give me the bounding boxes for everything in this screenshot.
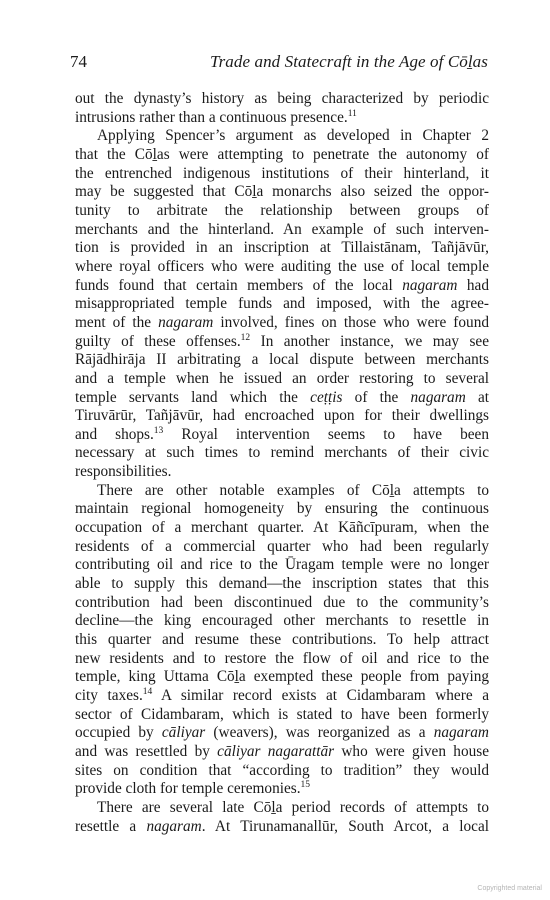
text-line (75, 426, 489, 445)
text-line (75, 780, 489, 799)
text-line (75, 277, 489, 296)
text-line: and a temple when he issued an order restoring to several (75, 369, 489, 387)
italic-term: ceṭṭis (310, 388, 343, 406)
text-line: decline—the king encouraged other merchants to resettle in (75, 612, 489, 630)
text-line: temple, king Uttama Cōḻa exempted these people from paying (75, 668, 489, 686)
text-line: that the Cōḻas were attempting to penetrate the autonomy of (75, 145, 489, 163)
italic-term: nagaram (433, 724, 489, 742)
text-span: A similar record exists at Cidambaram where a (152, 687, 489, 704)
text-line (75, 314, 489, 333)
text-line (75, 724, 489, 743)
italic-term: cāliyar (161, 724, 206, 742)
text-line: occupation of a merchant quarter. At Kāñcīpuram, when the (75, 519, 489, 537)
copyright-watermark: Copyrighted material (477, 885, 542, 892)
text-span: involved, fines on those who were found (213, 313, 489, 331)
text-line (75, 818, 489, 837)
text-span: . At Tirunamanallūr, South Arcot, a local (201, 817, 489, 835)
text-line: There are other notable examples of Cōḻa attempts to (97, 481, 489, 499)
running-header (70, 52, 488, 80)
text-span: and shops. (75, 425, 154, 443)
text-line: necessary at such times to remind merchants of their civic (75, 444, 489, 462)
text-line: contribution had been discontinued due to the community’s (75, 593, 489, 611)
text-line: misappropriated temple funds and imposed, with the agree- (75, 295, 489, 313)
text-line: Tiruvārūr, Tañjāvūr, had encroached upon for their dwellings (75, 407, 489, 425)
text-line (75, 389, 489, 408)
paragraph-1 (75, 90, 489, 127)
paragraph-3 (75, 482, 489, 799)
text-line: sites on condition that “according to tradition” they would (75, 761, 489, 779)
text-line: able to supply this demand—the inscription states that this (75, 575, 489, 593)
footnote-marker: 11 (347, 108, 357, 119)
running-title: Trade and Statecraft in the Age of Cōḻas (209, 52, 488, 71)
text-span: had (457, 276, 489, 294)
text-line: Rājādhirāja II arbitrating a local dispute between merchants (75, 351, 489, 369)
text-line (75, 109, 489, 128)
footnote-marker: 15 (300, 780, 311, 791)
text-line: sector of Cidambaram, which is stated to have been formerly (75, 705, 489, 723)
body-text (75, 90, 489, 836)
italic-term: cāliyar nagarattār (217, 742, 335, 760)
paragraph-4 (75, 799, 489, 836)
text-span: ment of the (75, 313, 159, 331)
footnote-marker: 12 (240, 332, 251, 343)
text-span: funds found that certain members of the local (75, 276, 403, 294)
text-line (75, 743, 489, 762)
italic-term: nagaram (146, 817, 202, 835)
text-span: temple servants land which the (75, 388, 311, 406)
text-span: occupied by (75, 724, 162, 742)
italic-term: nagaram (410, 388, 466, 406)
text-span: city taxes. (75, 687, 143, 704)
text-line: new residents and to restore the flow of oil and rice to the (75, 649, 489, 667)
text-line (75, 687, 489, 706)
italic-term: nagaram (158, 313, 214, 331)
text-span: of the (342, 388, 411, 406)
text-line: residents of a commercial quarter who had been regularly (75, 537, 489, 555)
page-number: 74 (70, 52, 87, 71)
text-line: the entrenched indigenous institutions of their hinterland, it (75, 164, 489, 182)
text-line: merchants and the hinterland. An example of such interven- (75, 220, 489, 238)
text-line: Applying Spencer’s argument as developed in Chapter 2 (97, 127, 489, 145)
text-line: tion is provided in an inscription at Tillaistānam, Tañjāvūr, (75, 239, 489, 257)
text-span: provide cloth for temple ceremonies. (75, 780, 301, 798)
text-line: There are several late Cōḻa period records of attempts to (97, 798, 489, 816)
text-span: In another instance, we may see (250, 332, 489, 350)
text-line: responsibilities. (75, 463, 172, 481)
paragraph-2 (75, 127, 489, 481)
text-line: this quarter and resume these contributions. To help attract (75, 631, 489, 649)
footnote-marker: 14 (142, 687, 153, 697)
text-span: and was resettled by (75, 742, 218, 760)
text-line: may be suggested that Cōḻa monarchs also seized the oppor- (75, 183, 489, 201)
text-span: resettle a (75, 817, 147, 835)
text-line: where royal officers who were auditing the use of local temple (75, 257, 489, 275)
text-line (75, 333, 489, 352)
text-span: (weavers), was reorganized as a (205, 724, 434, 742)
text-line: contributing oil and rice to the Ūragam temple were no longer (75, 556, 489, 574)
text-span: who were given house (334, 742, 489, 760)
text-span: Royal intervention seems to have been (163, 425, 489, 443)
text-line: maintain regional homogeneity by ensuring the continuous (75, 500, 489, 518)
text-span: guilty of these offenses. (75, 332, 241, 350)
text-line: tunity to arbitrate the relationship between groups of (75, 201, 489, 219)
text-line: out the dynasty’s history as being characterized by periodic (75, 90, 489, 107)
italic-term: nagaram (402, 276, 458, 294)
footnote-marker: 13 (153, 425, 164, 436)
text-span: intrusions rather than a continuous presence. (75, 108, 348, 126)
text-span: at (465, 388, 489, 406)
